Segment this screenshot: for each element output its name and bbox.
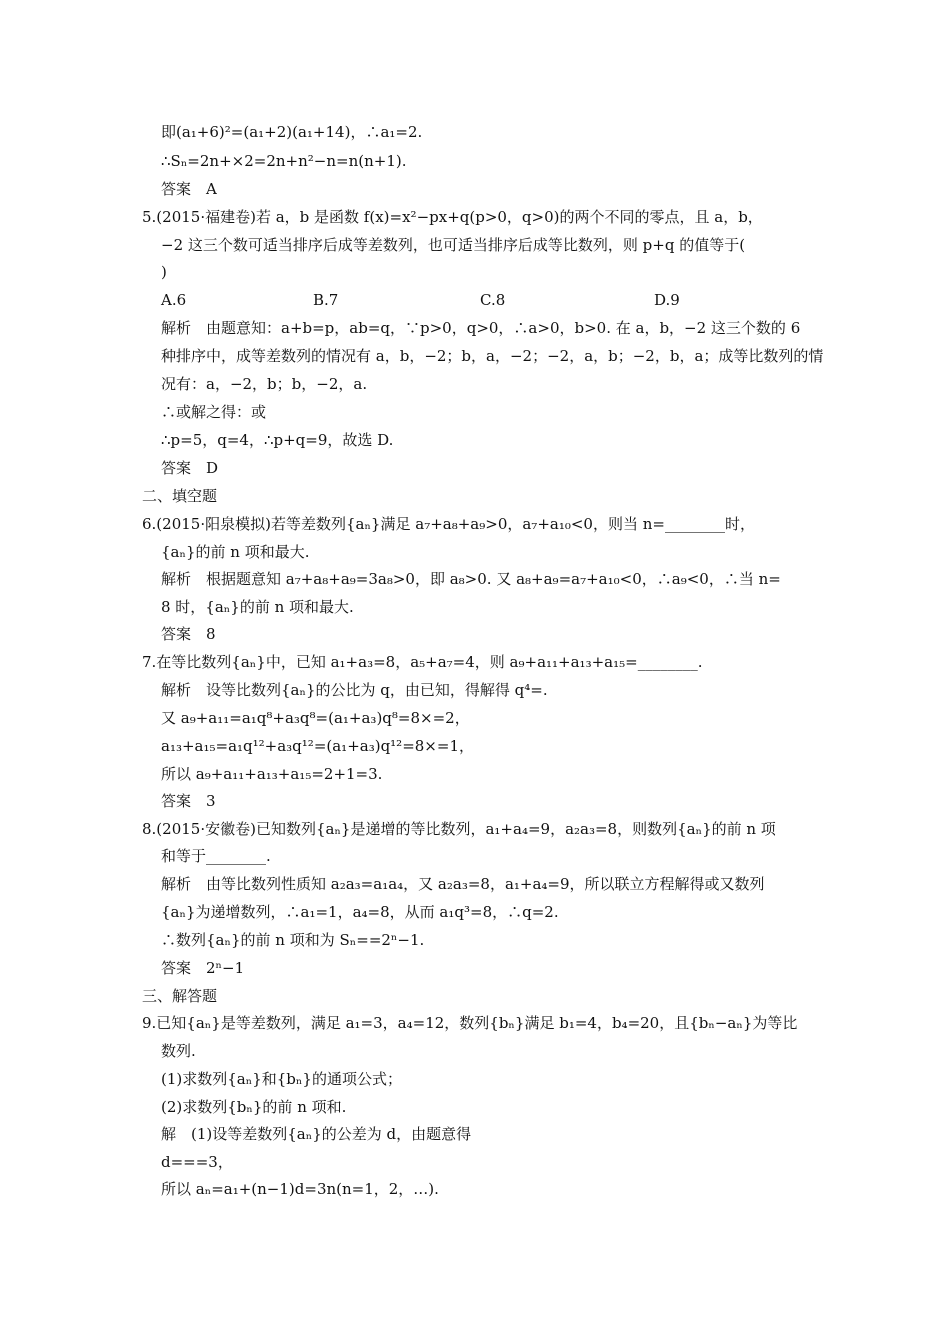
text-line: 解析 由等比数列性质知 a₂a₃=a₁a₄，又 a₂a₃=8，a₁+a₄=9，所以联立方程解得或又数列: [161, 875, 765, 893]
text-line: 8.(2015·安徽卷)已知数列{aₙ}是递增的等比数列，a₁+a₄=9，a₂a₃=8，则数列{aₙ}的前 n 项: [142, 820, 776, 838]
answer-option: A.6: [161, 291, 187, 309]
text-line: {aₙ}的前 n 项和最大.: [161, 543, 310, 561]
text-line: {aₙ}为递增数列，∴a₁=1，a₄=8，从而 a₁q³=8，∴q=2.: [161, 903, 559, 921]
text-line: 所以 a₉+a₁₁+a₁₃+a₁₅=2+1=3.: [161, 765, 383, 783]
text-line: 解析 由题意知：a+b=p，ab=q，∵p>0，q>0，∴a>0，b>0. 在 a，b，−2 这三个数的 6: [161, 319, 801, 337]
text-line: 8 时，{aₙ}的前 n 项和最大.: [161, 598, 354, 616]
text-line: 二、填空题: [142, 487, 218, 505]
text-line: (1)求数列{aₙ}和{bₙ}的通项公式；: [161, 1070, 402, 1088]
answer-option: C.8: [480, 291, 506, 309]
text-line: ∴或解之得：或: [161, 403, 267, 421]
text-line: 解析 根据题意知 a₇+a₈+a₉=3a₈>0，即 a₈>0. 又 a₈+a₉=a₇+a₁₀<0，∴a₉<0，∴当 n=: [161, 570, 781, 588]
text-line: −2 这三个数可适当排序后成等差数列，也可适当排序后成等比数列，则 p+q 的值等于(: [161, 236, 746, 254]
text-line: 况有：a，−2，b；b，−2，a.: [161, 375, 368, 393]
answer-option: B.7: [313, 291, 339, 309]
text-line: 答案 2ⁿ−1: [161, 959, 245, 977]
text-line: 即(a₁+6)²=(a₁+2)(a₁+14)，∴a₁=2.: [161, 123, 423, 141]
text-line: 解析 设等比数列{aₙ}的公比为 q，由已知，得解得 q⁴=.: [161, 681, 548, 699]
text-line: 6.(2015·阳泉模拟)若等差数列{aₙ}满足 a₇+a₈+a₉>0，a₇+a₁₀<0，则当 n=________时，: [142, 515, 755, 533]
text-line: 和等于________.: [161, 847, 271, 865]
text-line: 种排序中，成等差数列的情况有 a，b，−2；b，a，−2；−2，a，b；−2，b，a；成等比数列的情: [161, 347, 824, 365]
text-line: 又 a₉+a₁₁=a₁q⁸+a₃q⁸=(a₁+a₃)q⁸=8×=2，: [161, 709, 470, 727]
text-line: 7.在等比数列{aₙ}中，已知 a₁+a₃=8，a₅+a₇=4，则 a₉+a₁₁+a₁₃+a₁₅=________.: [142, 653, 703, 671]
text-line: 数列.: [161, 1042, 196, 1060]
text-line: ∴数列{aₙ}的前 n 项和为 Sₙ==2ⁿ−1.: [161, 931, 425, 949]
text-line: a₁₃+a₁₅=a₁q¹²+a₃q¹²=(a₁+a₃)q¹²=8×=1，: [161, 737, 474, 755]
text-line: ∴p=5，q=4，∴p+q=9，故选 D.: [161, 431, 394, 449]
text-line: d===3，: [161, 1153, 233, 1171]
text-line: 所以 aₙ=a₁+(n−1)d=3n(n=1，2，…).: [161, 1180, 439, 1198]
text-line: ∴Sₙ=2n+×2=2n+n²−n=n(n+1).: [161, 152, 407, 170]
text-line: 三、解答题: [142, 987, 218, 1005]
text-line: (2)求数列{bₙ}的前 n 项和.: [161, 1098, 347, 1116]
text-line: ): [161, 263, 167, 281]
text-line: 9.已知{aₙ}是等差数列，满足 a₁=3，a₄=12，数列{bₙ}满足 b₁=4，b₄=20，且{bₙ−aₙ}为等比: [142, 1014, 798, 1032]
text-line: 答案 8: [161, 625, 216, 643]
text-line: 5.(2015·福建卷)若 a，b 是函数 f(x)=x²−px+q(p>0，q>0)的两个不同的零点，且 a，b，: [142, 208, 763, 226]
answer-option: D.9: [654, 291, 680, 309]
text-line: 答案 D: [161, 459, 219, 477]
text-line: 解 (1)设等差数列{aₙ}的公差为 d，由题意得: [161, 1125, 472, 1143]
text-line: 答案 A: [161, 180, 217, 198]
text-line: 答案 3: [161, 792, 216, 810]
